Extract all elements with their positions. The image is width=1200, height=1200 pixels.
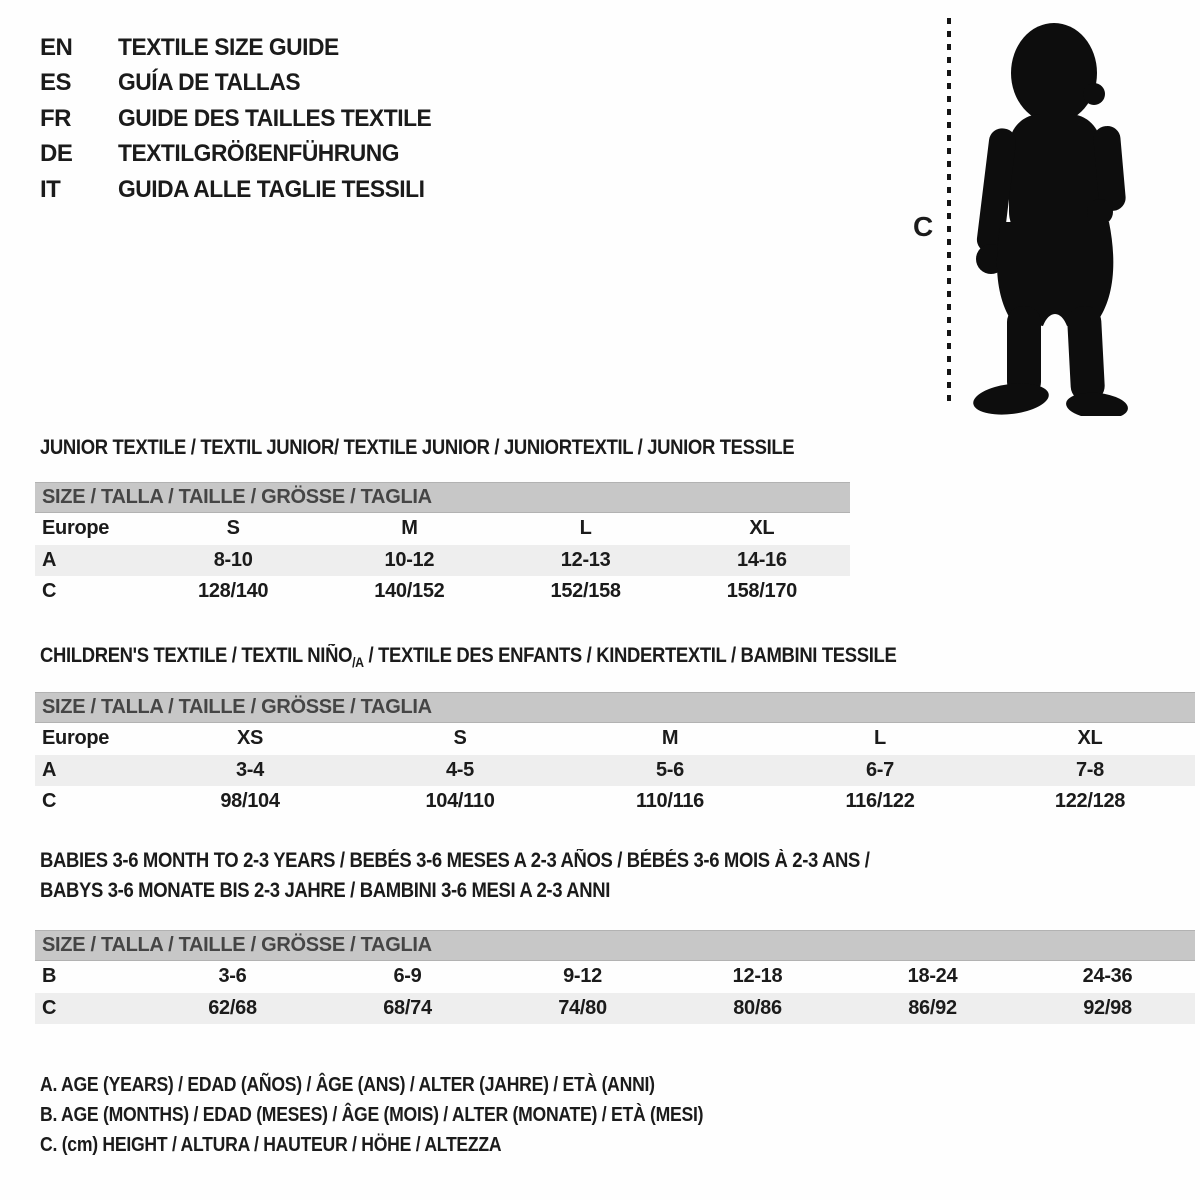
size-header-bar: SIZE / TALLA / TAILLE / GRÖSSE / TAGLIA [35,930,1195,961]
table-cell: 128/140 [198,580,269,603]
baby-silhouette-icon [966,16,1142,416]
size-header-bar: SIZE / TALLA / TAILLE / GRÖSSE / TAGLIA [35,482,850,513]
table-row [35,513,850,545]
table-cell: 12-13 [560,548,611,571]
table-cell: 9-12 [563,965,602,988]
measurement-legend [40,1070,794,1160]
junior-size-table [35,482,850,608]
babies-size-table [35,930,1195,1024]
table-cell: 86/92 [908,996,957,1019]
table-cell: 18-24 [907,965,958,988]
table-cell: 140/152 [374,580,445,603]
table-cell: 74/80 [558,996,607,1019]
table-cell: 3-6 [218,965,247,988]
table-cell: 68/74 [383,996,432,1019]
table-cell: 80/86 [733,996,782,1019]
guide-title-it: GUIDA ALLE TAGLIE TESSILI [118,175,425,203]
table-cell: 6-9 [393,965,422,988]
size-header-bar: SIZE / TALLA / TAILLE / GRÖSSE / TAGLIA [35,692,1195,723]
language-row-de [40,137,448,173]
table-row [35,723,1195,755]
table-cell: 122/128 [1054,790,1126,813]
table-cell: 104/110 [425,790,495,813]
language-row-es [40,66,448,102]
children-size-table [35,692,1195,818]
table-cell: 4-5 [445,758,474,781]
guide-title-fr: GUIDE DES TAILLES TEXTILE [118,104,432,132]
children-title-rest: / TEXTILE DES ENFANTS / KINDERTEXTIL / BAMBINI TESSILE [363,644,897,667]
row-label: C [42,996,57,1019]
table-cell: M [401,517,418,540]
table-cell: S [453,727,467,750]
table-cell: M [661,727,679,750]
table-cell: XL [1077,727,1103,750]
table-cell: 92/98 [1083,996,1132,1019]
language-code: IT [40,175,61,203]
row-label: Europe [42,517,110,540]
height-measure-label: C [913,211,934,242]
guide-title-es: GUÍA DE TALLAS [118,69,301,97]
table-cell: 24-36 [1082,965,1133,988]
language-row-it [40,172,448,208]
language-code: DE [40,140,73,168]
row-label: Europe [42,727,110,750]
table-cell: 12-18 [732,965,783,988]
table-row [35,961,1195,993]
legend-line-a: A. AGE (YEARS) / EDAD (AÑOS) / ÂGE (ANS) / ALTER (JAHRE) / ETÀ (ANNI) [40,1074,655,1096]
table-cell: 98/104 [220,790,280,813]
table-row [35,755,1195,787]
children-title-subscript: /A [352,654,364,670]
language-code: EN [40,33,73,61]
table-cell: 3-4 [235,758,264,781]
language-title-list [40,30,448,208]
table-cell: L [874,727,886,750]
table-cell: 152/158 [550,580,621,603]
table-cell: L [579,517,592,540]
guide-title-en: TEXTILE SIZE GUIDE [118,33,339,61]
table-cell: 10-12 [384,548,435,571]
babies-title-line1: BABIES 3-6 MONTH TO 2-3 YEARS / BEBÉS 3-6 MESES A 2-3 AÑOS / BÉBÉS 3-6 MOIS À 2-3 ANS / [40,849,870,872]
row-label: A [42,758,57,781]
table-row [35,545,850,577]
height-measure-dashed-line [947,18,951,404]
table-cell: 7-8 [1075,758,1104,781]
table-row [35,786,1195,818]
language-code: FR [40,104,71,132]
table-cell: 14-16 [737,548,787,571]
row-label: C [42,790,57,813]
table-cell: 5-6 [655,758,684,781]
table-cell: XL [749,517,775,540]
junior-section-title: JUNIOR TEXTILE / TEXTIL JUNIOR/ TEXTILE JUNIOR / JUNIORTEXTIL / JUNIOR TESSILE [40,436,795,459]
language-row-en [40,30,448,66]
children-title-main: CHILDREN'S TEXTILE / TEXTIL NIÑO [40,644,353,667]
guide-title-de: TEXTILGRÖßENFÜHRUNG [118,140,400,168]
table-row [35,576,850,608]
table-cell: S [226,517,240,540]
table-cell: 158/170 [726,580,797,603]
row-label: B [42,965,57,988]
babies-title-line2: BABYS 3-6 MONATE BIS 2-3 JAHRE / BAMBINI 3-6 MESI A 2-3 ANNI [40,879,610,902]
table-cell: 8-10 [213,548,253,571]
row-label: A [42,548,57,571]
legend-line-b: B. AGE (MONTHS) / EDAD (MESES) / ÂGE (MOIS) / ALTER (MONATE) / ETÀ (MESI) [40,1104,704,1126]
table-cell: 62/68 [208,996,257,1019]
children-section-title [40,644,896,670]
table-cell: XS [236,727,264,750]
table-row [35,993,1195,1025]
table-cell: 116/122 [845,790,915,813]
table-cell: 6-7 [865,758,894,781]
table-cell: 110/116 [636,790,704,813]
legend-line-c: C. (cm) HEIGHT / ALTURA / HAUTEUR / HÖHE / ALTEZZA [40,1134,502,1156]
language-code: ES [40,69,72,97]
language-row-fr [40,101,448,137]
babies-section-title [40,846,870,906]
row-label: C [42,580,57,603]
